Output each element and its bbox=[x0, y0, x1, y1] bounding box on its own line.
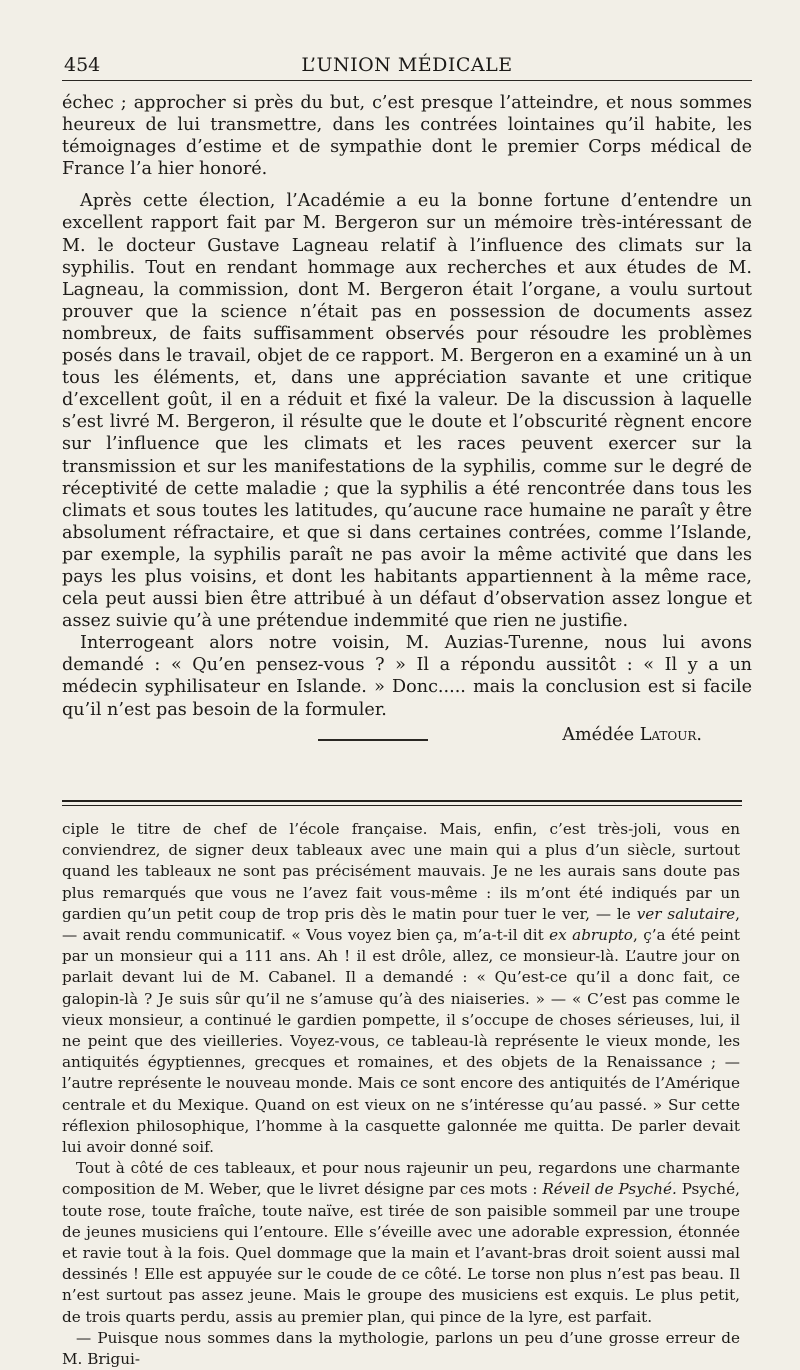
text-run: Tout à côté de ces tableaux, et pour nous rajeunir un peu, regardons une charmante composition de M. Weber, que le livret désigne par ces mots : bbox=[62, 1159, 740, 1199]
page-number: 454 bbox=[64, 54, 101, 76]
feuilleton-separator bbox=[62, 800, 742, 806]
signature-first-name: Amédée bbox=[562, 724, 635, 745]
page-header bbox=[62, 52, 752, 82]
feuilleton-body bbox=[62, 819, 740, 1370]
italic-run: ver salutaire bbox=[636, 904, 736, 923]
text-run: ciple le titre de chef de l’école française. Mais, enfin, c’est très-joli, vous en conviendrez, de signer deux tableaux avec une main qui a plus d’un siècle, surtout quand les tableaux ne sont pas précisément mauvais. Je ne les aurais sans doute pas plus remarqués que vous ne l’avez fait vous-même : ils m’ont été indiqués par un gardien qu’un petit coup de trop pris dès le matin pour tuer le ver, — le bbox=[62, 820, 740, 923]
feuilleton-paragraph bbox=[62, 1158, 740, 1328]
feuilleton-paragraph bbox=[62, 819, 740, 1158]
signature-last-name: Latour. bbox=[639, 724, 702, 745]
header-rule bbox=[62, 80, 752, 81]
text-run: Psyché, toute rose, toute fraîche, toute naïve, est tirée de son paisible sommeil par une troupe de jeunes musiciens qui l’entoure. Elle s’éveille avec une adorable expression, étonnée et ravie tout à la fois. Quel dommage que la main et l’avant-bras droit soient aussi mal dessinés ! Elle est appuyée sur le coude de ce côté. Le torse non plus n’est pas beau. Il n’est surtout pas assez jeune. Mais le groupe des musiciens est exquis. Le plus petit, de trois quarts perdu, assis au premier plan, qui pince de la lyre, est parfait. bbox=[62, 1180, 740, 1326]
author-signature bbox=[62, 723, 752, 747]
text-run: , ç’a été peint par un monsieur qui a 111 ans. Ah ! il est drôle, allez, ce monsieur-là. L’autre jour on parlait devant lui de M. Cabanel. Il a demandé : « Qu’est-ce qu’il a donc fait, ce galopin-là ? Je suis sûr qu’il ne s’amuse qu’à des niaiseries. » — « C’est pas comme le vieux monsieur, a continué le gardien pompette, il s’occupe de choses sérieuses, lui, il ne peint que des vieilleries. Voyez-vous, ce tableau-là représente le vieux monde, les antiquités égyptiennes, grecques et romaines, et des objets de la Renaissance ; — l’autre représente le nouveau monde. Mais ce sont encore des antiquités de l’Amérique centrale et du Mexique. Quand on est vieux on ne s’intéresse qu’au passé. » Sur cette réflexion philosophique, l’homme à la casquette galonnée me quitta. De parler devait lui avoir donné soif. bbox=[62, 926, 740, 1157]
italic-run: ex abrupto bbox=[549, 926, 633, 945]
running-title: L’UNION MÉDICALE bbox=[301, 54, 513, 76]
article-paragraph: échec ; approcher si près du but, c’est presque l’atteindre, et nous sommes heureux de lui transmettre, dans les contrées lointaines qu’il habite, les témoignages d’estime et de sympathie dont le premier Corps médical de France l’a hier honoré. bbox=[62, 93, 752, 180]
text-run: , — avait rendu communicatif. « Vous voyez bien ça, m’a-t-il dit bbox=[62, 904, 740, 945]
italic-run: Réveil de Psyché. bbox=[542, 1180, 677, 1199]
section-divider bbox=[318, 739, 428, 741]
article-body bbox=[62, 92, 752, 747]
feuilleton-paragraph: — Puisque nous sommes dans la mythologie, parlons un peu d’une grosse erreur de M. Brigui- bbox=[62, 1328, 740, 1369]
article-paragraph: Interrogeant alors notre voisin, M. Auzias-Turenne, nous lui avons demandé : « Qu’en pensez-vous ? » Il a répondu aussitôt : « Il y a un médecin syphilisateur en Islande. » Donc..... mais la conclusion est si facile qu’il n’est pas besoin de la formuler. bbox=[62, 633, 752, 720]
article-paragraph: Après cette élection, l’Académie a eu la bonne fortune d’entendre un excellent rapport fait par M. Bergeron sur un mémoire très-intéressant de M. le docteur Gustave Lagneau relatif à l’influence des climats sur la syphilis. Tout en rendant hommage aux recherches et aux études de M. Lagneau, la commission, dont M. Bergeron était l’organe, a voulu surtout prouver que la science n’était pas en possession de documents assez nombreux, de faits suffisamment observés pour résoudre les problèmes posés dans le travail, objet de ce rapport. M. Bergeron en a examiné un à un tous les éléments, et, dans une appréciation savante et une critique d’excellent goût, il en a réduit et fixé la valeur. De la discussion à laquelle s’est livré M. Bergeron, il résulte que le doute et l’obscurité règnent encore sur l’influence que les climats et les races peuvent exercer sur la transmission et sur les manifestations de la syphilis, comme sur le degré de réceptivité de cette maladie ; que la syphilis a été rencontrée dans tous les climats et sous toutes les latitudes, qu’aucune race humaine ne paraît y être absolument réfractaire, et que si dans certaines contrées, comme l’Islande, par exemple, la syphilis paraît ne pas avoir la même activité que dans les pays les plus voisins, et dont les habitants appartiennent à la même race, cela peut aussi bien être attribué à un défaut d’observation assez longue et assez suivie qu’à une prétendue indemmité que rien ne justifie. bbox=[62, 191, 752, 632]
